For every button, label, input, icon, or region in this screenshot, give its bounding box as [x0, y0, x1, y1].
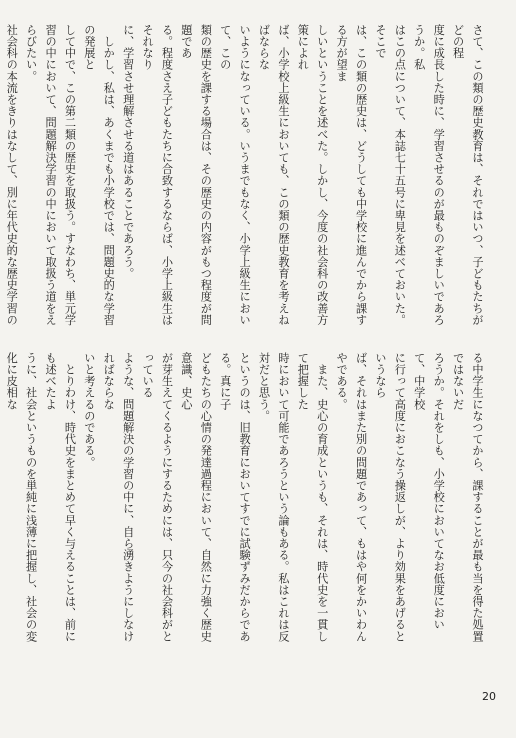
lower-text-block: る中学生になつてから、課することが最も当を得た処置ではないだ ろうか。それをしも、小学校においてなお低度において、中学校 に行って高度におこなう操返しが、より効果をあげるというなら ば、それはまた別の問題であって、もはや何をかいわんやである。 また、史心の育成というも、それは、時代史を一貫して把握した 時において可能であろうという論もある。私はこれは反対だと思う。 というのは、旧教育においてすでに試験ずみだからである。真に子 どもたちの心情の発達過程において、自然に力強く歴史意識、史心 が芽生えてくるようにするためには、只今の社会科がとっている ような、問題解決の学習の中に、自ら湧きようにしなければならな いと考えるのである。 とりわけ、時代史をまとめて早く与えることは、前にも述べたよ うに、社会というものを単純に浅薄に把握し、社会の変化に皮相な [5, 352, 484, 642]
page-number: 20 [482, 690, 496, 703]
upper-text-block: さて、この類の歴史教育は、それではいつ、子どもたちがどの程 度に成長した時に、学習させるのが最ものぞましいであろうか。私 はこの点について、本誌七十五号に卑見を述べておいた。そこで は、この類の歴史は、どうしても中学校に進んでから課する方が望ま しいということを述べた。しかし、今度の社会科の改善方策によれ ば、小学校上級生においても、この類の歴史教育を考えねばならな いようになっている。いうまでもなく、小学上級生において、この 類の歴史を課する場合は、その歴史の内容がもつ程度が問題であ る。程度さえ子どもたちに合致するならば、小学上級生はそれなり に、学習させ理解させる道はあることであろう。 しかし、私は、あくまでも小学校では、問題史的な学習の発展と して中で、この第二類の歴史を取扱う。すなわち、単元学 習の中において、問題解決学習の中において取扱う道をえらびたい。 社会科の本流をきりはなして、別に年代史的な歴史学習の [5, 24, 484, 326]
